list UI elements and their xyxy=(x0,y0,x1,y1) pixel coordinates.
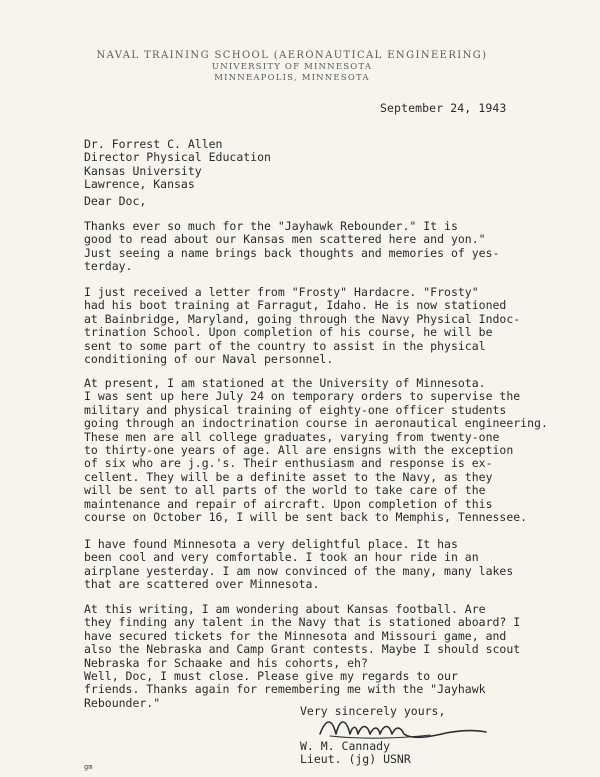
letterhead xyxy=(0,50,592,83)
paragraph-1 xyxy=(84,220,554,274)
salutation: Dear Doc, xyxy=(84,194,147,208)
paragraph-line: I just received a letter from "Frosty" Hardacre. "Frosty" xyxy=(84,285,479,299)
paragraph-line: terday. xyxy=(84,259,133,274)
paragraph-line: Nebraska for Schaake and his cohorts, eh? xyxy=(84,655,368,670)
signer-block xyxy=(300,740,411,766)
paragraph-3 xyxy=(84,377,554,524)
signer-name: W. M. Cannady xyxy=(300,739,391,753)
address-line: Kansas University xyxy=(84,163,202,178)
paragraph-line: conditioning of our Naval personnel. xyxy=(84,352,334,367)
paragraph-line: Thanks ever so much for the "Jayhawk Rebounder." It is xyxy=(84,219,458,233)
closing-line: Very sincerely yours, xyxy=(300,704,446,718)
paragraph-line: have secured tickets for the Minnesota and Missouri game, and xyxy=(84,628,507,643)
paragraph-line: airplane yesterday. I am now convinced of the many, many lakes xyxy=(84,563,514,578)
paragraph-5 xyxy=(84,603,554,670)
address-line: Dr. Forrest C. Allen xyxy=(84,137,223,151)
paragraph-line: military and physical training of eighty-one officer students xyxy=(84,402,507,417)
letterhead-line-1: NAVAL TRAINING SCHOOL (AERONAUTICAL ENGINEERING) xyxy=(96,50,488,61)
paragraph-line: I was sent up here July 24 on temporary orders to supervise the xyxy=(84,389,521,404)
paragraph-line: also the Nebraska and Camp Grant contests. Maybe I should scout xyxy=(84,642,521,657)
paragraph-line: to thirty-one years of age. All are ensigns with the exception xyxy=(84,443,514,458)
letter-date: September 24, 1943 xyxy=(380,101,507,115)
paragraph-line: at Bainbridge, Maryland, going through the Navy Physical Indoc- xyxy=(84,311,521,326)
paragraph-line: been cool and very comfortable. I took an hour ride in an xyxy=(84,550,479,565)
paragraph-line: good to read about our Kansas men scattered here and yon." xyxy=(84,232,486,247)
address-line: Lawrence, Kansas xyxy=(84,177,195,192)
paragraph-line: that are scattered over Minnesota. xyxy=(84,577,320,592)
recipient-address xyxy=(84,138,271,192)
paragraph-line: Just seeing a name brings back thoughts and memories of yes- xyxy=(84,245,500,260)
letterhead-line-3: MINNEAPOLIS, MINNESOTA xyxy=(214,73,370,83)
signer-rank: Lieut. (jg) USNR xyxy=(300,752,411,766)
paragraph-line: At this writing, I am wondering about Kansas football. Are xyxy=(84,602,486,616)
letterhead-line-2: UNIVERSITY OF MINNESOTA xyxy=(211,62,373,72)
paragraph-line: At present, I am stationed at the University of Minnesota. xyxy=(84,376,486,390)
paragraph-line: Well, Doc, I must close. Please give my regards to our xyxy=(84,669,458,683)
typist-initials: gm xyxy=(84,763,93,771)
paragraph-line: of six who are j.g.'s. Their enthusiasm and response is ex- xyxy=(84,456,493,471)
paragraph-line: trination School. Upon completion of his course, he will be xyxy=(84,325,493,340)
paragraph-line: had his boot training at Farragut, Idaho. He is now stationed xyxy=(84,298,507,313)
paragraph-line: they finding any talent in the Navy that is stationed aboard? I xyxy=(84,615,521,630)
paragraph-line: going through an indoctrination course in aeronautical engineering. xyxy=(84,416,548,431)
address-line: Director Physical Education xyxy=(84,150,271,165)
paragraph-line: sent to some part of the country to assist in the physical xyxy=(84,338,486,353)
paragraph-line: friends. Thanks again for remembering me with the "Jayhawk xyxy=(84,682,486,697)
paragraph-line: These men are all college graduates, varying from twenty-one xyxy=(84,429,500,444)
paragraph-line: Rebounder." xyxy=(84,695,161,710)
paragraph-line: maintenance and repair of aircraft. Upon completion of this xyxy=(84,496,493,511)
paragraph-2 xyxy=(84,286,554,366)
paragraph-line: course on October 16, I will be sent back to Memphis, Tennessee. xyxy=(84,510,528,525)
paragraph-line: I have found Minnesota a very delightful place. It has xyxy=(84,537,458,551)
paragraph-line: cellent. They will be a definite asset to the Navy, as they xyxy=(84,469,493,484)
paragraph-4 xyxy=(84,538,554,592)
paragraph-line: will be sent to all parts of the world to take care of the xyxy=(84,483,486,498)
